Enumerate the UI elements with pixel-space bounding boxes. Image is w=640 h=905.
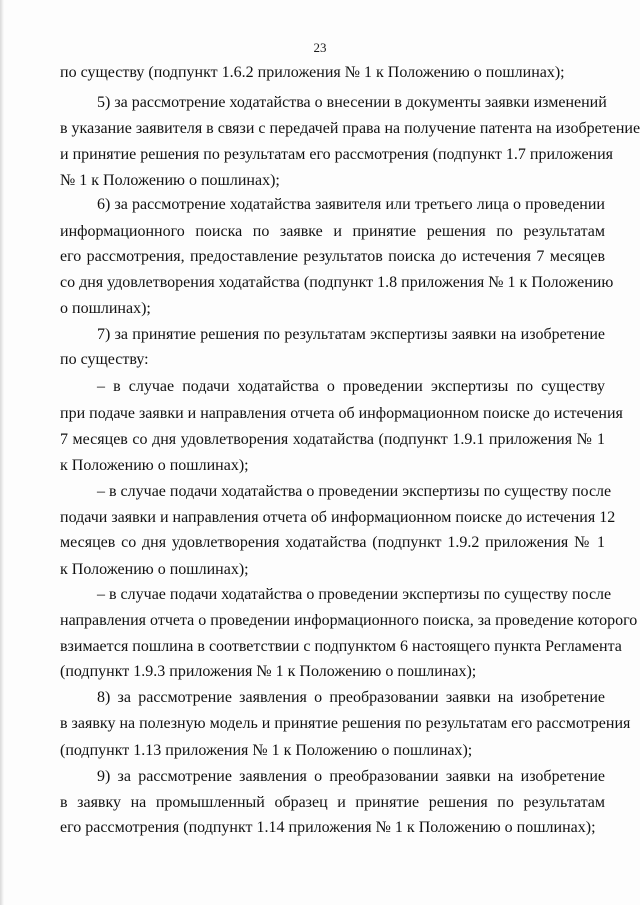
text-line: со дня удовлетворения ходатайства (подпункт 1.8 приложения № 1 к Положению xyxy=(60,274,614,291)
text-line: взимается пошлина в соответствии с подпунктом 6 настоящего пункта Регламента xyxy=(60,638,622,655)
text-line: – в случае подачи ходатайства о проведении экспертизы по существу после xyxy=(97,483,612,500)
text-line: его рассмотрения (подпункт 1.14 приложения № 1 к Положению о пошлинах); xyxy=(60,819,596,836)
text-line: 5) за рассмотрение ходатайства о внесении в документы заявки изменений xyxy=(97,94,607,111)
text-line: его рассмотрения, предоставление результатов поиска до истечения 7 месяцев xyxy=(60,248,605,265)
text-line: – в случае подачи ходатайства о проведении экспертизы по существу после xyxy=(97,586,612,603)
text-line: 7) за принятие решения по результатам экспертизы заявки на изобретение xyxy=(97,326,605,343)
text-line: 7 месяцев со дня удовлетворения ходатайства (подпункт 1.9.1 приложения № 1 xyxy=(60,431,605,448)
text-line: направления отчета о проведении информационного поиска, за проведение которого xyxy=(60,612,638,629)
text-line: 9) за рассмотрение заявления о преобразовании заявки на изобретение xyxy=(97,768,605,785)
text-line: 8) за рассмотрение заявления о преобразовании заявки на изобретение xyxy=(97,689,605,706)
text-line: к Положению о пошлинах); xyxy=(60,457,249,474)
text-line: при подаче заявки и направления отчета об информационном поиске до истечения xyxy=(60,405,623,422)
text-line: № 1 к Положению о пошлинах); xyxy=(60,172,280,189)
text-line: (подпункт 1.13 приложения № 1 к Положению о пошлинах); xyxy=(60,742,473,759)
page-number: 23 xyxy=(313,40,327,55)
text-line: информационного поиска по заявке и принятие решения по результатам xyxy=(60,223,605,240)
text-line: в заявку на полезную модель и принятие решения по результатам его рассмотрения xyxy=(60,715,631,732)
text-line: в указание заявителя в связи с передачей права на получение патента на изобретение xyxy=(60,120,640,137)
text-line: по существу: xyxy=(60,351,149,368)
text-line: к Положению о пошлинах); xyxy=(60,561,249,578)
text-line: месяцев со дня удовлетворения ходатайства (подпункт 1.9.2 приложения № 1 xyxy=(60,534,605,551)
text-line: – в случае подачи ходатайства о проведении экспертизы по существу xyxy=(97,378,605,395)
text-line: в заявку на промышленный образец и принятие решения по результатам xyxy=(60,794,605,811)
text-line: 6) за рассмотрение ходатайства заявителя или третьего лица о проведении xyxy=(97,196,605,213)
text-line: по существу (подпункт 1.6.2 приложения № 1 к Положению о пошлинах); xyxy=(60,64,565,81)
text-line: подачи заявки и направления отчета об информационном поиске до истечения 12 xyxy=(60,509,616,526)
text-line: и принятие решения по результатам его рассмотрения (подпункт 1.7 приложения xyxy=(60,146,614,163)
text-line: о пошлинах); xyxy=(60,300,151,317)
scan-edge-shadow xyxy=(0,0,4,905)
text-line: (подпункт 1.9.3 приложения № 1 к Положению о пошлинах); xyxy=(60,663,477,680)
